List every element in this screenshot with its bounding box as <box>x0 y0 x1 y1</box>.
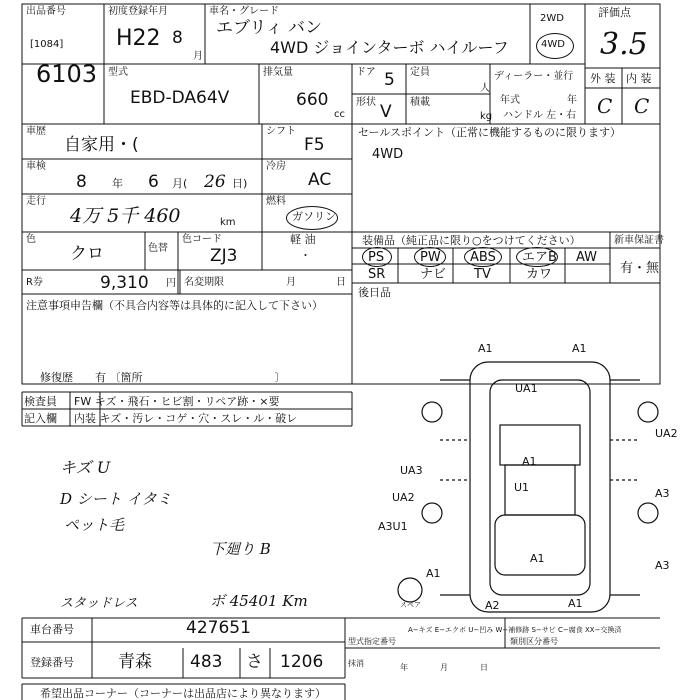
plate-class: 483 <box>190 652 223 672</box>
capacity-label: 定員 <box>410 67 430 78</box>
color-code-label: 色コード <box>182 234 222 245</box>
inspection-label: 車検 <box>26 161 46 172</box>
inspection-day: 26 <box>204 172 226 192</box>
car-name: エブリィ バン <box>216 18 323 38</box>
int-grade: C <box>634 94 650 118</box>
car-grade: 4WD ジョインターボ ハイルーフ <box>270 38 509 57</box>
equipment-label: 装備品（純正品に限り○をつけてください） <box>362 234 581 247</box>
lot-code: [1084] <box>30 39 64 50</box>
inspection-month: 6 <box>148 172 159 192</box>
lot-label: 出品番号 <box>26 6 66 17</box>
reg-month: 8 <box>172 28 183 48</box>
plate-kana: さ <box>246 652 263 672</box>
mark-hood: UA1 <box>515 382 538 395</box>
reg-date-label: 初度登録年月 <box>108 6 168 17</box>
diagram-legend: A−キズ E−エクボ U−凹み W−補修跡 S−サビ C−腐食 XX−交換済 <box>408 626 622 634</box>
color-value: クロ <box>70 244 104 264</box>
model-label: 型式 <box>108 67 128 78</box>
equip-aw: AW <box>576 250 598 265</box>
check-ext-row: FW キズ・飛石・ヒビ割・リペア跡・×要 <box>74 395 280 408</box>
doors-value: 5 <box>384 70 395 90</box>
capacity-unit: 人 <box>480 83 490 94</box>
check-int-row: 内装 キズ・汚レ・コゲ・穴・スレ・ル・破レ <box>74 412 298 425</box>
selling-label: セールスポイント（正常に機能するものに限ります） <box>358 126 622 139</box>
equip-leather: カワ <box>526 267 553 282</box>
inspection-year-unit: 年 <box>112 177 123 190</box>
car-label: 車名・グレード <box>209 6 279 17</box>
model-value: EBD-DA64V <box>130 88 230 108</box>
warranty-label: 新車保証書 <box>614 235 664 246</box>
lot-number: 6103 <box>36 60 98 88</box>
ext-grade: C <box>597 94 613 118</box>
corner-label: 希望出品コーナー（コーナーは出品店により異なります） <box>40 687 326 700</box>
remark-line-5: スタッドレス <box>60 596 138 611</box>
dealer-label: ディーラー・並行 <box>494 71 574 82</box>
plate-region: 青森 <box>118 652 152 672</box>
mark-back-door: A1 <box>530 552 545 565</box>
equip-abs: ABS <box>470 250 496 265</box>
remark-line-6: ボ 45401 Km <box>210 592 308 610</box>
equip-pw: PW <box>420 250 441 265</box>
equip-airbag: エアB <box>522 250 557 265</box>
repair-history: 修復歴 有 〔箇所 〕 <box>40 371 286 384</box>
spare-label: スペア <box>400 601 421 609</box>
check-label-1: 検査員 <box>24 395 57 408</box>
mark-right-rear: A3 <box>655 559 670 572</box>
mark-rear-right: A1 <box>568 597 583 610</box>
plate-number: 1206 <box>280 652 324 672</box>
bottom-day: 日 <box>480 663 488 672</box>
int-label: 内 装 <box>626 72 652 85</box>
score-label: 評価点 <box>598 6 631 19</box>
year-label: 年式 <box>500 95 520 106</box>
equip-navi: ナビ <box>420 267 447 282</box>
inspection-year: 8 <box>76 172 87 192</box>
mark-roof-dent: U1 <box>514 481 530 494</box>
meigi-month: 月 <box>286 277 296 288</box>
bottom-year: 年 <box>400 663 408 672</box>
bottom-month: 月 <box>440 663 448 672</box>
chassis-value: 427651 <box>186 618 251 638</box>
equip-tv: TV <box>474 267 491 282</box>
engine-value: 660 <box>296 90 329 110</box>
meigi-day: 日 <box>336 277 346 288</box>
mark-left-door-front: UA3 <box>400 464 423 477</box>
engine-label: 排気量 <box>263 67 293 78</box>
shift-label: シフト <box>266 126 296 137</box>
mark-roof: A1 <box>522 455 537 468</box>
equip-sr: SR <box>368 267 386 282</box>
inspection-day-unit: 日) <box>232 177 248 190</box>
engine-unit: cc <box>334 109 345 120</box>
mark-right-fender: UA2 <box>655 427 678 440</box>
mark-rear-bumper: A2 <box>485 599 500 612</box>
usage-label: 車歴 <box>26 126 46 137</box>
check-label-2: 記入欄 <box>24 412 57 425</box>
color-code: ZJ3 <box>210 246 238 266</box>
ac-label: 冷房 <box>266 161 286 172</box>
fuel-diesel: 軽 油 <box>290 233 316 246</box>
inspection-month-unit: 月( <box>172 177 188 190</box>
remark-line-4: 下廻り B <box>210 540 271 558</box>
load-unit: kg <box>480 111 493 122</box>
fuel-dot: ・ <box>300 249 311 262</box>
aftermarket-label: 後日品 <box>358 286 391 299</box>
fuel-label: 燃料 <box>266 196 286 207</box>
notes-label: 注意事項申告欄（不具合内容等は具体的に記入して下さい） <box>26 299 323 312</box>
shape-value: V <box>380 102 392 122</box>
mark-left-door-rear: UA2 <box>392 491 415 504</box>
usage-value: 自家用・( <box>64 135 139 155</box>
mark-spare: A1 <box>426 567 441 580</box>
doors-label: ドア <box>356 67 376 78</box>
remark-line-1: キズ U <box>60 458 111 477</box>
meigi-label: 名変期限 <box>184 277 224 288</box>
ext-label: 外 装 <box>590 72 616 85</box>
color-label: 色 <box>26 234 36 245</box>
mark-front-right: A1 <box>572 342 587 355</box>
fuel-gasoline: ガソリン <box>292 210 336 223</box>
remark-line-2: D シート イタミ <box>60 490 172 508</box>
recycle-label: R券 <box>26 277 43 288</box>
remark-line-3: ペット毛 <box>64 516 125 534</box>
mark-right-door: A3 <box>655 487 670 500</box>
ac-value: AC <box>308 170 332 190</box>
drive-value: 4WD <box>541 39 565 50</box>
mileage-value: 4万 5千 460 <box>70 205 181 227</box>
selling-value: 4WD <box>372 147 404 162</box>
drive-label: 2WD <box>540 13 564 24</box>
mark-front-left: A1 <box>478 342 493 355</box>
category-label: 類別区分番号 <box>510 637 558 646</box>
shift-value: F5 <box>304 135 325 155</box>
recycle-value: 9,310 <box>100 273 149 293</box>
mileage-unit: km <box>220 217 236 228</box>
chassis-label: 車台番号 <box>30 623 74 636</box>
load-label: 積載 <box>410 97 430 108</box>
equip-ps: PS <box>368 250 385 265</box>
year-unit: 年 <box>567 95 577 106</box>
mark-left-rear-quarter: A3U1 <box>378 520 408 533</box>
score-value: 3.5 <box>600 27 648 62</box>
cert-label: 型式指定番号 <box>348 637 396 646</box>
shape-label: 形状 <box>356 97 376 108</box>
reg-month-unit: 月 <box>193 51 203 62</box>
handle-label: ハンドル 左・右 <box>503 110 577 121</box>
mileage-label: 走行 <box>26 196 46 207</box>
expire-label: 抹消 <box>348 659 364 668</box>
color-change-label: 色替 <box>148 243 168 254</box>
recycle-unit: 円 <box>166 278 176 289</box>
plate-label: 登録番号 <box>30 656 74 669</box>
reg-era-year: H22 <box>116 26 161 51</box>
warranty-value: 有・無 <box>620 261 660 276</box>
